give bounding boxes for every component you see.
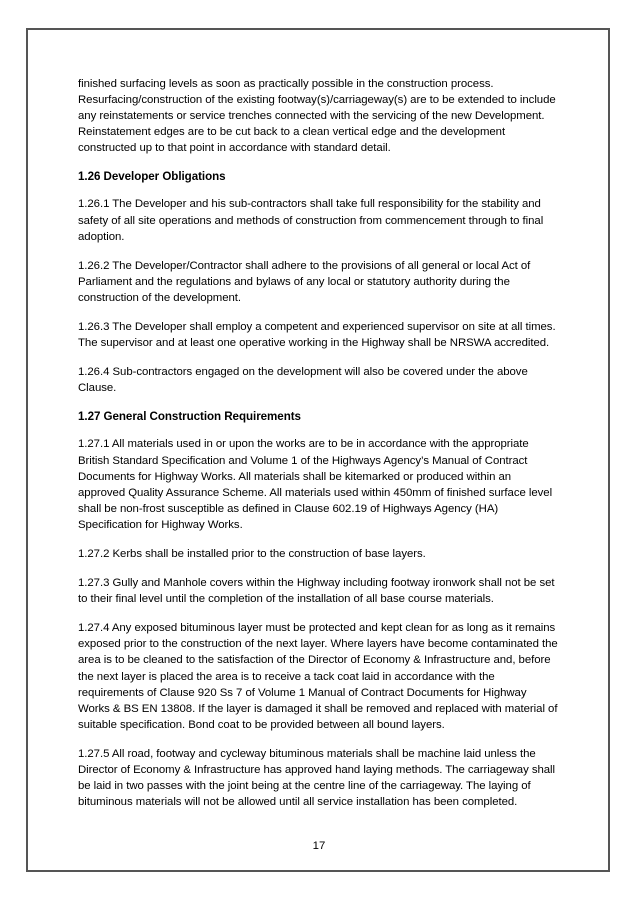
paragraph-1-27-5: 1.27.5 All road, footway and cycleway bituminous materials shall be machine laid unless the Director of Economy & Infrastructure has approved hand laying methods. The carriageway shall be laid in two passes with the joint being at the centre line of the carriageway. The laying of bituminous materials will not be allowed until all service installation has been completed. (78, 747, 556, 809)
section-heading-1-26: 1.26 Developer Obligations (78, 170, 226, 184)
paragraph-1-27-1: 1.27.1 All materials used in or upon the works are to be in accordance with the appropriate British Standard Specification and Volume 1 of the Highways Agency’s Manual of Contract Documents for Highway Works. All materials shall be kitemarked or produced within an approved Quality Assurance Scheme. All materials used within 450mm of finished surface level shall be non-frost susceptible as defined in Clause 602.19 of Highways Agency (HA) Specification for Highway Works. (78, 438, 553, 531)
section-heading-1-27: 1.27 General Construction Requirements (78, 410, 301, 424)
page-number: 17 (312, 840, 326, 852)
paragraph-1-26-4: 1.26.4 Sub-contractors engaged on the development will also be covered under the above Clause. (78, 366, 528, 395)
paragraph-1-26-2: 1.26.2 The Developer/Contractor shall adhere to the provisions of all general or local Act of Parliament and the regulations and bylaws of any local or statutory authority during the construction of the development. (78, 259, 531, 304)
paragraph-1-26-1: 1.26.1 The Developer and his sub-contractors shall take full responsibility for the stability and safety of all site operations and methods of construction from commencement through to final adoption. (78, 198, 544, 243)
paragraph-1-26-3: 1.26.3 The Developer shall employ a competent and experienced supervisor on site at all times. The supervisor and at least one operative working in the Highway shall be NRSWA accredited. (78, 321, 556, 350)
paragraph-1-27-2: 1.27.2 Kerbs shall be installed prior to the construction of base layers. (78, 547, 426, 560)
paragraph-1-27-3: 1.27.3 Gully and Manhole covers within the Highway including footway ironwork shall not be set to their final level until the completion of the installation of all base course materials. (78, 577, 555, 606)
intro-paragraph: finished surfacing levels as soon as practically possible in the construction process. Resurfacing/construction of the existing footway(s)/carriageway(s) are to be extended to include any reinstatements or service trenches connected with the servicing of the new Development. Reinstatement edges are to be cut back to a clean vertical edge and the development constructed up to that point in accordance with standard detail. (78, 78, 556, 155)
paragraph-1-27-4: 1.27.4 Any exposed bituminous layer must be protected and kept clean for as long as it remains exposed prior to the construction of the next layer. Where layers have become contaminated the area is to be cleaned to the satisfaction of the Director of Economy & Infrastructure and, before the next layer is placed the area is to receive a tack coat laid in accordance with the requirements of Clause 920 Ss 7 of Volume 1 Manual of Contract Documents for Highway Works & BS EN 13808. If the layer is damaged it shall be removed and replaced with material of suitable specification. Bond coat to be provided between all bound layers. (78, 622, 558, 731)
document-body (78, 76, 560, 823)
